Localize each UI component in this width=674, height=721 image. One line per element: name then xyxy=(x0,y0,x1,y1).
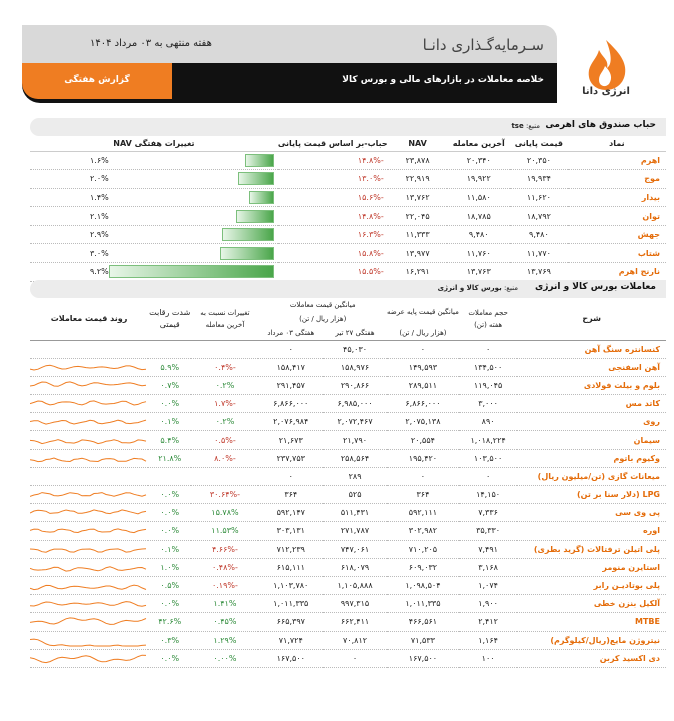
fund-bubble: -۱۶.۳% xyxy=(278,225,388,244)
commodity-change: -۴.۶۶% xyxy=(191,540,258,558)
table-row xyxy=(30,188,666,207)
fund-close: ۲۰,۳۵۰ xyxy=(510,151,568,170)
trend-sparkline xyxy=(30,396,148,412)
commodity-competition xyxy=(148,467,191,485)
commodity-trend xyxy=(30,449,148,467)
commodity-trend xyxy=(30,631,148,649)
nav-change-label: ۱.۶% xyxy=(90,155,109,165)
fund-nav: ۱۳,۹۷۷ xyxy=(388,244,448,263)
commodity-base-price: ۵۹۲,۱۱۱ xyxy=(387,504,459,522)
commodity-name: پی وی سی xyxy=(517,504,666,522)
commodity-volume: ۲,۴۱۲ xyxy=(459,613,517,631)
commodity-base-price: ۷۱,۵۳۳ xyxy=(387,631,459,649)
section-commodity-bar xyxy=(30,280,666,298)
commodity-trend xyxy=(30,522,148,540)
commodity-trend xyxy=(30,504,148,522)
commodity-name: آلکیل بنزن خطی xyxy=(517,595,666,613)
commodity-avg-cur: ۲۳۷,۷۵۳ xyxy=(258,449,323,467)
nav-change-bar xyxy=(249,191,274,204)
commodity-volume: ۳,۱۶۸ xyxy=(459,558,517,576)
commodity-avg-cur: ۲,۰۷۶,۹۸۴ xyxy=(258,413,323,431)
commodity-volume: ۱۴,۱۵۰ xyxy=(459,486,517,504)
commodity-avg-cur: ۱۵۸,۴۱۷ xyxy=(258,358,323,376)
commodity-avg-prev: ۲۵۸,۵۶۴ xyxy=(323,449,387,467)
fund-last: ۱۱,۵۸۰ xyxy=(447,188,510,207)
commodity-exchange-table xyxy=(30,298,666,668)
commodity-avg-cur: ۶۱۵,۱۱۱ xyxy=(258,558,323,576)
commodity-competition: ۵.۴% xyxy=(148,431,191,449)
commodity-avg-cur: ۳۶۴ xyxy=(258,486,323,504)
section-commodity-source: منبع: بورس کالا و انرژی xyxy=(437,284,518,292)
commodity-competition xyxy=(148,340,191,358)
commodity-base-price: ۱۹۵,۴۲۰ xyxy=(387,449,459,467)
col-bubble: حباب-بر اساس قیمت پایانی xyxy=(278,137,388,151)
nav-change-label: ۲.۹% xyxy=(90,230,109,240)
nav-change-bar xyxy=(109,265,274,278)
commodity-change: -۰.۴% xyxy=(191,358,258,376)
fund-last: ۱۸,۷۸۵ xyxy=(447,207,510,226)
fund-last: ۲۰,۳۴۰ xyxy=(447,151,510,170)
commodity-name: کنسانتره سنگ آهن xyxy=(517,340,666,358)
commodity-base-price: ۲۸۹,۵۱۱ xyxy=(387,376,459,394)
commodity-base-price: ۳۶۴ xyxy=(387,486,459,504)
commodity-trend xyxy=(30,613,148,631)
fund-symbol: شتاب xyxy=(568,244,666,263)
table-row xyxy=(30,151,666,170)
commodity-volume: ۱,۰۱۸,۲۲۴ xyxy=(459,431,517,449)
fund-nav-change xyxy=(30,263,278,282)
table-row xyxy=(30,504,666,522)
commodity-trend xyxy=(30,558,148,576)
commodity-competition: ۰.۰% xyxy=(148,522,191,540)
fund-last: ۱۱,۷۶۰ xyxy=(447,244,510,263)
table-row xyxy=(30,576,666,594)
commodity-name: استایرن منومر xyxy=(517,558,666,576)
table-row xyxy=(30,649,666,667)
commodity-change: ۱۵.۷۸% xyxy=(191,504,258,522)
col-avg-cur: هفتگی ۰۳ مرداد xyxy=(267,328,315,337)
commodity-competition: ۰.۱% xyxy=(148,540,191,558)
table-row xyxy=(30,376,666,394)
col-nav-change: تغییرات هفتگی NAV xyxy=(30,137,278,151)
fund-nav-change xyxy=(30,151,278,170)
commodity-volume: ۳۵,۳۳۰ xyxy=(459,522,517,540)
report-week: هفته منتهی به ۰۳ مرداد ۱۴۰۴ xyxy=(90,38,212,49)
commodity-avg-prev: ۴۵,۰۳۰ xyxy=(323,340,387,358)
commodity-name: بلوم و بیلت فولادی xyxy=(517,376,666,394)
commodity-competition: ۱.۰% xyxy=(148,558,191,576)
table-row xyxy=(30,486,666,504)
commodity-change: -۳۰.۶۴% xyxy=(191,486,258,504)
nav-change-bar xyxy=(220,247,274,260)
fund-nav: ۲۳,۸۷۸ xyxy=(388,151,448,170)
commodity-name: میعانات گازی (تن/میلیون ریال) xyxy=(517,467,666,485)
trend-sparkline xyxy=(30,523,148,539)
col-avg-prev: هفتگی ۲۷ تیر xyxy=(335,328,375,337)
commodity-volume: ۷,۳۳۶ xyxy=(459,504,517,522)
commodity-volume: ۰ xyxy=(459,340,517,358)
commodity-trend xyxy=(30,467,148,485)
commodity-name: نیتروژن مایع(ریال/کیلوگرم) xyxy=(517,631,666,649)
table-row xyxy=(30,467,666,485)
commodity-base-price: ۶۰۹,۰۳۲ xyxy=(387,558,459,576)
commodity-avg-prev: ۹۹۷,۳۱۵ xyxy=(323,595,387,613)
table-row xyxy=(30,431,666,449)
commodity-volume: ۱۰۰ xyxy=(459,649,517,667)
commodity-base-price: ۰ xyxy=(387,340,459,358)
nav-change-label: ۱.۴% xyxy=(90,192,109,202)
commodity-avg-prev: ۰ xyxy=(323,649,387,667)
col-avg-unit: (هزار ریال / تن) xyxy=(299,315,347,323)
commodity-competition: ۰.۷% xyxy=(148,376,191,394)
commodity-avg-prev: ۶۶۲,۴۱۱ xyxy=(323,613,387,631)
commodity-avg-prev: ۲۷۱,۷۸۷ xyxy=(323,522,387,540)
commodity-avg-cur: ۳۰۳,۱۳۱ xyxy=(258,522,323,540)
commodity-name: کاتد مس xyxy=(517,395,666,413)
commodity-avg-cur: ۱۶۷,۵۰۰ xyxy=(258,649,323,667)
commodity-avg-cur: ۰ xyxy=(258,467,323,485)
commodity-competition: ۰.۰% xyxy=(148,504,191,522)
trend-sparkline xyxy=(30,578,148,594)
trend-sparkline xyxy=(30,632,148,648)
fund-last: ۱۹,۹۲۲ xyxy=(447,170,510,189)
fund-nav-change xyxy=(30,244,278,263)
commodity-competition: ۰.۰% xyxy=(148,395,191,413)
trend-sparkline xyxy=(30,414,148,430)
col-volume: حجم معاملات هفته (تن) xyxy=(468,308,508,329)
table-row xyxy=(30,395,666,413)
commodity-competition: ۲۱.۸% xyxy=(148,449,191,467)
commodity-avg-prev: ۲۹۰,۸۶۶ xyxy=(323,376,387,394)
commodity-volume: ۸۹۰ xyxy=(459,413,517,431)
commodity-name: آهن اسفنجی xyxy=(517,358,666,376)
commodity-change: ۰.۲% xyxy=(191,376,258,394)
commodity-base-price: ۱,۰۱۱,۳۳۵ xyxy=(387,595,459,613)
fund-close: ۱۳,۷۶۹ xyxy=(510,263,568,282)
trend-sparkline xyxy=(30,596,148,612)
commodity-trend xyxy=(30,431,148,449)
fund-nav-change xyxy=(30,225,278,244)
commodity-avg-prev: ۷۰,۸۱۲ xyxy=(323,631,387,649)
table-row xyxy=(30,558,666,576)
trend-sparkline xyxy=(30,432,148,448)
commodity-avg-cur: ۷۱,۷۲۴ xyxy=(258,631,323,649)
commodity-trend xyxy=(30,395,148,413)
commodity-volume: ۱۳۴,۵۰۰ xyxy=(459,358,517,376)
fund-symbol: توان xyxy=(568,207,666,226)
commodity-volume: ۷,۴۹۱ xyxy=(459,540,517,558)
weekly-report-tab[interactable]: گزارش هفتگی xyxy=(22,63,172,99)
commodity-avg-prev: ۶۱۸,۰۷۹ xyxy=(323,558,387,576)
commodity-base-price: ۲,۰۷۵,۱۳۸ xyxy=(387,413,459,431)
commodity-name: LPG (دلار سنا بر تن) xyxy=(517,486,666,504)
section-commodity-title: معاملات بورس کالا و انرژی xyxy=(534,282,656,292)
col-base: میانگین قیمت پایه عرضه xyxy=(387,307,459,316)
fund-nav: ۱۶,۲۹۱ xyxy=(388,263,448,282)
col-competition: شدت رقابت قیمتی xyxy=(149,307,191,329)
table-row xyxy=(30,522,666,540)
fund-nav-change xyxy=(30,170,278,189)
section-leveraged-funds-source: منبع: tse xyxy=(511,122,540,130)
commodity-trend xyxy=(30,376,148,394)
fund-bubble: -۱۳.۰% xyxy=(278,170,388,189)
col-desc: شرح xyxy=(582,314,601,324)
nav-change-label: ۳.۰% xyxy=(90,248,109,258)
fund-bubble: -۱۴.۸% xyxy=(278,207,388,226)
commodity-avg-prev: ۲۱,۷۹۰ xyxy=(323,431,387,449)
table-row xyxy=(30,449,666,467)
trend-sparkline xyxy=(30,359,148,375)
commodity-change: -۸.۰% xyxy=(191,449,258,467)
commodity-avg-cur: ۶,۸۶۶,۰۰۰ xyxy=(258,395,323,413)
trend-sparkline xyxy=(30,614,148,630)
col-avg: میانگین قیمت معاملات xyxy=(289,301,356,309)
commodity-competition: ۰.۵% xyxy=(148,576,191,594)
trend-sparkline xyxy=(30,650,148,666)
commodity-volume: ۱۰۳,۵۰۰ xyxy=(459,449,517,467)
commodity-base-price: ۳۰۲,۹۸۲ xyxy=(387,522,459,540)
fund-bubble: -۱۴.۸% xyxy=(278,151,388,170)
commodity-competition: ۰.۰% xyxy=(148,595,191,613)
col-last: آخرین معامله xyxy=(447,137,510,151)
commodity-avg-cur: ۲۹۱,۴۵۷ xyxy=(258,376,323,394)
commodity-change: -۰.۴۸% xyxy=(191,558,258,576)
commodity-trend xyxy=(30,576,148,594)
fund-nav: ۱۱,۳۳۳ xyxy=(388,225,448,244)
commodity-change xyxy=(191,340,258,358)
fund-last: ۹,۴۸۰ xyxy=(447,225,510,244)
fund-close: ۱۹,۹۳۴ xyxy=(510,170,568,189)
col-base-unit: (هزار ریال / تن) xyxy=(399,328,447,337)
commodity-avg-prev: ۱,۱۰۵,۸۸۸ xyxy=(323,576,387,594)
commodity-avg-prev: ۵۱۱,۴۳۱ xyxy=(323,504,387,522)
fund-last: ۱۳,۷۶۳ xyxy=(447,263,510,282)
table-row xyxy=(30,631,666,649)
col-symbol: نماد xyxy=(568,137,666,151)
commodity-competition: ۴۲.۶% xyxy=(148,613,191,631)
fund-close: ۱۱,۶۲۰ xyxy=(510,188,568,207)
fund-close: ۱۸,۷۹۲ xyxy=(510,207,568,226)
commodity-avg-cur: ۵۹۲,۱۴۷ xyxy=(258,504,323,522)
col-change: تغییرات نسبت به آخرین معامله xyxy=(200,308,250,329)
table-row xyxy=(30,595,666,613)
commodity-avg-cur: ۱,۰۱۱,۳۳۵ xyxy=(258,595,323,613)
fund-symbol: جهش xyxy=(568,225,666,244)
trend-sparkline xyxy=(30,377,148,393)
commodity-change: -۱.۷% xyxy=(191,395,258,413)
fund-symbol: بیدار xyxy=(568,188,666,207)
commodity-name: دی اکسید کربن xyxy=(517,649,666,667)
commodity-volume: ۱,۱۶۴ xyxy=(459,631,517,649)
fund-nav-change xyxy=(30,207,278,226)
nav-change-bar xyxy=(245,154,274,167)
fund-nav: ۱۳,۷۶۲ xyxy=(388,188,448,207)
table-row xyxy=(30,170,666,189)
trend-sparkline xyxy=(30,505,148,521)
commodity-volume: ۳,۰۰۰ xyxy=(459,395,517,413)
logo-text: انرژی دانا xyxy=(582,86,630,97)
commodity-base-price: ۴۶۶,۵۶۱ xyxy=(387,613,459,631)
commodity-avg-cur: ۷۱۲,۲۳۹ xyxy=(258,540,323,558)
commodity-volume: ۱,۹۰۰ xyxy=(459,595,517,613)
fund-nav: ۲۲,۹۱۹ xyxy=(388,170,448,189)
commodity-base-price: ۷۱۰,۲۰۵ xyxy=(387,540,459,558)
commodity-volume: ۱,۰۷۴ xyxy=(459,576,517,594)
commodity-avg-prev: ۲,۰۷۲,۴۶۷ xyxy=(323,413,387,431)
commodity-change: -۰.۱۹% xyxy=(191,576,258,594)
brand-name: سـرمایه‌گـذاری دانـا xyxy=(422,36,544,54)
commodity-avg-prev: ۶,۹۸۵,۰۰۰ xyxy=(323,395,387,413)
table-row xyxy=(30,413,666,431)
commodity-name: سیمان xyxy=(517,431,666,449)
fund-symbol: نارنج اهرم xyxy=(568,263,666,282)
commodity-avg-cur: ۶۶۵,۳۹۷ xyxy=(258,613,323,631)
commodity-name: پلی اتیلن ترفتالات (گرید بطری) xyxy=(517,540,666,558)
commodity-competition: ۰.۳% xyxy=(148,631,191,649)
commodity-trend xyxy=(30,540,148,558)
commodity-trend xyxy=(30,358,148,376)
fund-close: ۹,۴۸۰ xyxy=(510,225,568,244)
commodity-trend xyxy=(30,486,148,504)
commodity-avg-cur: ۰ xyxy=(258,340,323,358)
commodity-name: روی xyxy=(517,413,666,431)
commodity-change: -۰.۵% xyxy=(191,431,258,449)
fund-symbol: موج xyxy=(568,170,666,189)
col-nav: NAV xyxy=(388,137,448,151)
commodity-base-price: ۱۴۹,۵۹۳ xyxy=(387,358,459,376)
table-row xyxy=(30,244,666,263)
commodity-trend xyxy=(30,595,148,613)
commodity-competition: ۰.۰% xyxy=(148,486,191,504)
table-row xyxy=(30,540,666,558)
trend-sparkline xyxy=(30,541,148,557)
commodity-volume: ۰ xyxy=(459,467,517,485)
commodity-change: ۱۱.۵۳% xyxy=(191,522,258,540)
commodity-change xyxy=(191,467,258,485)
commodity-base-price: ۱,۰۹۸,۵۰۴ xyxy=(387,576,459,594)
nav-change-label: ۲.۰% xyxy=(90,174,109,184)
nav-change-bar xyxy=(222,228,274,241)
commodity-avg-prev: ۲۸۹ xyxy=(323,467,387,485)
report-subtitle: خلاصه معاملات در بازارهای مالی و بورس کالا xyxy=(342,75,544,85)
commodity-avg-cur: ۱,۱۰۳,۷۸۰ xyxy=(258,576,323,594)
table-row xyxy=(30,613,666,631)
commodity-name: پلی بوتادیـن رابر xyxy=(517,576,666,594)
nav-change-label: ۲.۱% xyxy=(90,211,109,221)
commodity-change: ۱.۴۱% xyxy=(191,595,258,613)
commodity-name: MTBE xyxy=(517,613,666,631)
fund-nav-change xyxy=(30,188,278,207)
col-trend: روند قیمت معاملات xyxy=(50,314,128,324)
section-leveraged-funds-title: حباب صندوق های اهرمی xyxy=(545,120,656,130)
table-row xyxy=(30,358,666,376)
fund-nav: ۲۲,۰۴۵ xyxy=(388,207,448,226)
commodity-trend xyxy=(30,340,148,358)
fund-bubble: -۱۵.۵% xyxy=(278,263,388,282)
commodity-avg-prev: ۷۴۷,۰۶۱ xyxy=(323,540,387,558)
commodity-trend xyxy=(30,413,148,431)
commodity-change: ۰.۰۰% xyxy=(191,649,258,667)
commodity-base-price: ۱۶۷,۵۰۰ xyxy=(387,649,459,667)
commodity-base-price: ۲۰,۵۵۴ xyxy=(387,431,459,449)
commodity-change: ۱.۲۹% xyxy=(191,631,258,649)
nav-change-bar xyxy=(238,172,274,185)
fund-close: ۱۱,۷۷۰ xyxy=(510,244,568,263)
commodity-change: ۰.۲% xyxy=(191,413,258,431)
table-row xyxy=(30,207,666,226)
fund-bubble: -۱۵.۸% xyxy=(278,244,388,263)
section-leveraged-funds-bar xyxy=(30,118,666,136)
commodity-avg-prev: ۱۵۸,۹۷۶ xyxy=(323,358,387,376)
nav-change-label: ۹.۲% xyxy=(90,267,109,277)
leveraged-funds-table xyxy=(30,137,666,282)
trend-sparkline xyxy=(30,450,148,466)
commodity-base-price: ۰ xyxy=(387,467,459,485)
fund-symbol: اهرم xyxy=(568,151,666,170)
trend-sparkline xyxy=(30,559,148,575)
commodity-name: وکیوم باتوم xyxy=(517,449,666,467)
commodity-volume: ۱۱۹,۰۴۵ xyxy=(459,376,517,394)
commodity-avg-cur: ۲۱,۶۷۳ xyxy=(258,431,323,449)
commodity-change: ۰.۴۵% xyxy=(191,613,258,631)
table-row xyxy=(30,225,666,244)
col-close: قیمت پایانی xyxy=(510,137,568,151)
table-header-row xyxy=(30,137,666,151)
commodity-name: اوره xyxy=(517,522,666,540)
commodity-trend xyxy=(30,649,148,667)
commodity-base-price: ۶,۸۶۶,۰۰۰ xyxy=(387,395,459,413)
trend-sparkline xyxy=(30,487,148,503)
table-row xyxy=(30,340,666,358)
commodity-avg-prev: ۵۲۵ xyxy=(323,486,387,504)
table-row xyxy=(30,263,666,282)
table-header-row xyxy=(30,298,666,312)
fund-bubble: -۱۵.۶% xyxy=(278,188,388,207)
nav-change-bar xyxy=(236,210,274,223)
commodity-competition: ۵.۹% xyxy=(148,358,191,376)
commodity-competition: ۰.۱% xyxy=(148,413,191,431)
commodity-competition: ۰.۰% xyxy=(148,649,191,667)
